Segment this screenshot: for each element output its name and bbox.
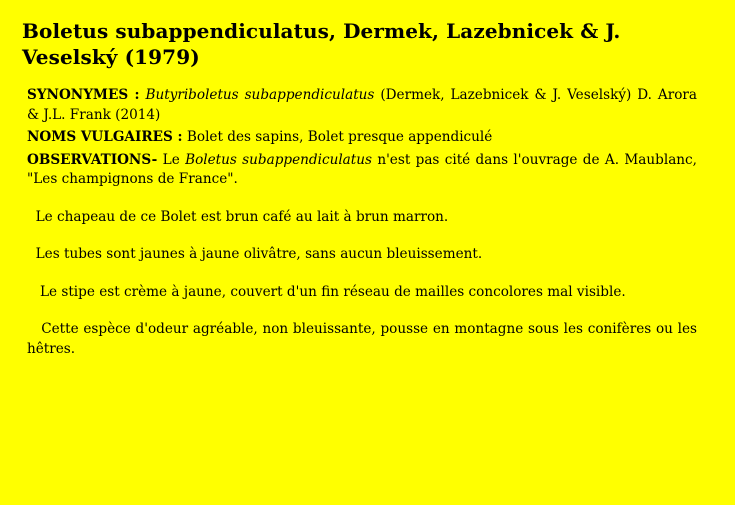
noms-vulgaires-label: NOMS VULGAIRES : [27, 129, 183, 145]
synonymes-authors: (Dermek, Lazebnicek & J. Veselský) D. Arora & J.L. Frank (2014) [27, 87, 697, 123]
observations-line [27, 151, 697, 190]
noms-vulgaires-line [27, 128, 697, 148]
tubes-paragraph: Les tubes sont jaunes à jaune olivâtre, sans aucun bleuissement. [27, 246, 483, 262]
stipe-paragraph: Le stipe est crème à jaune, couvert d'un fin réseau de mailles concolores mal visible. [27, 283, 626, 300]
description-content [27, 86, 697, 359]
observations-text-after: n'est pas cité dans l'ouvrage de A. Maublanc, "Les champignons de France". [27, 151, 697, 187]
synonymes-line [27, 86, 697, 125]
observations-text-before: Le [157, 151, 186, 168]
noms-vulgaires-text: Bolet des sapins, Bolet presque appendiculé [182, 129, 493, 145]
page-title: Boletus subappendiculatus, Dermek, Lazebnicek & J. Veselský (1979) [22, 19, 621, 69]
espece-paragraph: Cette espèce d'odeur agréable, non bleuissante, pousse en montagne sous les conifères ou les hêtres. [27, 321, 697, 357]
synonymes-label: SYNONYMES : [27, 87, 140, 103]
observations-species: Boletus subappendiculatus [185, 151, 372, 168]
synonymes-species: Butyriboletus subappendiculatus [145, 87, 375, 103]
chapeau-paragraph: Le chapeau de ce Bolet est brun café au lait à brun marron. [27, 208, 449, 225]
observations-label: OBSERVATIONS- [27, 151, 158, 168]
